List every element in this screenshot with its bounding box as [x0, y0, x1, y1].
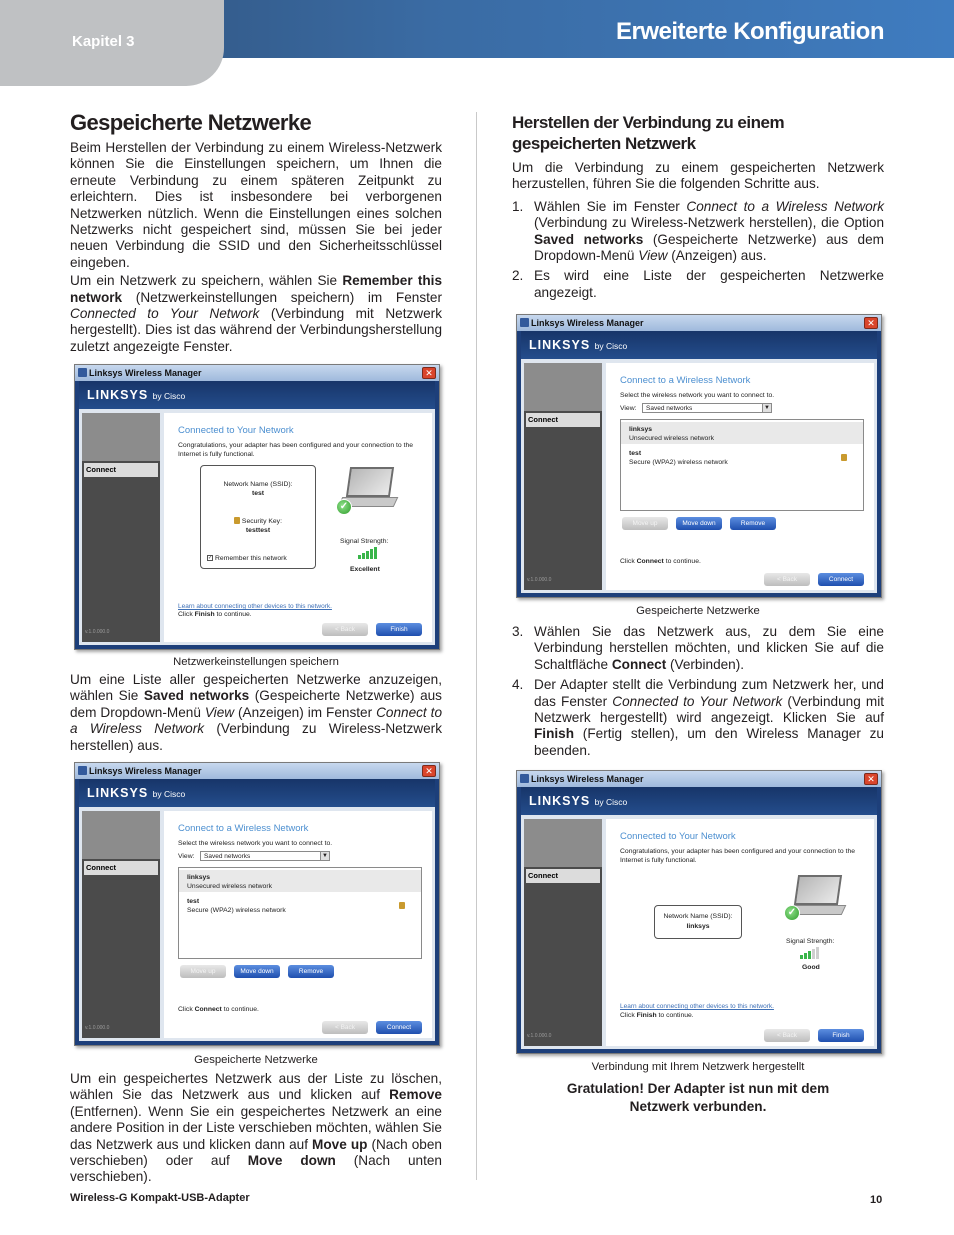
remove-button[interactable]: Remove	[730, 517, 776, 530]
close-icon[interactable]: ✕	[422, 765, 436, 777]
view-dropdown[interactable]: Saved networks ▼	[642, 403, 772, 413]
back-button[interactable]: < Back	[322, 1021, 368, 1034]
connect-button[interactable]: Connect	[376, 1021, 422, 1034]
network-list	[620, 419, 864, 511]
step-4: 4. Der Adapter stellt die Verbindung zum Netzwerk her, und das Fenster Connected to Your Network (Verbindung mit Netzwerk hergestellt) wird angezeigt. Klicken Sie auf Finish (Fertig stellen), um den Wireless Manager zu beenden.	[512, 677, 884, 758]
close-icon[interactable]: ✕	[864, 317, 878, 329]
app-icon	[520, 318, 529, 327]
lock-icon	[399, 902, 405, 909]
step-2: 2. Es wird eine Liste der gespeicherten Netzwerke angezeigt.	[512, 268, 884, 300]
paragraph-intro: Beim Herstellen der Verbindung zu einem Wireless-Netzwerk können Sie die Einstellungen speichern, um Ihnen die erneute Verbindung zu einem späteren Zeitpunkt zu erleichtern. Dies ist insbesondere bei verborgenen Netzwerken nützlich. Wenn die Einstellungen eines solchen Netzwerks nicht gespeichert sind, müssen Sie bei jeder neuen Verbindung die SSID und den Sicherheitsschlüssel eingeben.	[70, 140, 442, 270]
app-icon	[520, 774, 529, 783]
sidebar-item-connect[interactable]: Connect	[84, 463, 158, 477]
right-column-2	[512, 624, 884, 759]
caption-remember: Netzwerkeinstellungen speichern	[173, 656, 339, 668]
list-item[interactable]: linksys Unsecured wireless network	[179, 870, 421, 892]
section-heading: Gespeicherte Netzwerke	[70, 110, 312, 135]
step-1: 1. Wählen Sie im Fenster Connect to a Wireless Network (Verbindung zu Wireless-Netzwerk herstellen), die Option Saved networks (Gespeicherte Netzwerke) aus dem Dropdown-Menü View (Anzeigen) aus.	[512, 198, 885, 264]
left-column	[70, 110, 442, 355]
paragraph-remember: Um ein Netzwerk zu speichern, wählen Sie Remember this network (Netzwerkeinstellungen speichern) im Fenster Connected to Your Network (Verbindung mit Netzwerk hergestellt). Dies ist das während der Verbindungsherstellung zuletzt angezeigte Fenster.	[70, 273, 443, 354]
network-info-box: Network Name (SSID): test Security Key: testtest ✓ Remember this network	[200, 465, 316, 569]
signal-bars-icon	[358, 547, 378, 559]
sidebar-item-connect[interactable]: Connect	[526, 413, 600, 427]
remove-button[interactable]: Remove	[288, 965, 334, 978]
screenshot-connected-final: Linksys Wireless Manager ✕ LINKSYS by Cisco Connect v.1.0.000.0 Connected to Your Network Congratulations, your adapter has been configured and your connection to the Internet is fully functional. Network Name (SSID): linksys ✓ Signal Strength: Good Learn about connecting other devices to this network. Click Finish to continue. < Back Finish	[516, 770, 882, 1054]
move-down-button[interactable]: Move down	[234, 965, 280, 978]
check-icon: ✓	[336, 499, 352, 515]
finish-button[interactable]: Finish	[376, 623, 422, 636]
connect-button[interactable]: Connect	[818, 573, 864, 586]
network-list	[178, 867, 422, 959]
sidebar-item-connect[interactable]: Connect	[84, 861, 158, 875]
caption-saved-left: Gespeicherte Netzwerke	[194, 1054, 318, 1066]
panel-title: Connect to a Wireless Network	[620, 375, 751, 386]
linksys-logo: LINKSYS by Cisco	[87, 388, 186, 402]
app-icon	[78, 766, 87, 775]
chapter-label: Kapitel 3	[72, 33, 135, 50]
left-column-3	[70, 1071, 442, 1186]
linksys-logo: LINKSYS by Cisco	[529, 794, 628, 808]
lock-icon	[234, 517, 240, 524]
signal-bars-icon	[800, 947, 820, 959]
check-icon: ✓	[784, 905, 800, 921]
caption-connected: Verbindung mit Ihrem Netzwerk hergestellt	[591, 1061, 805, 1073]
panel-title: Connected to Your Network	[178, 425, 294, 436]
finish-button[interactable]: Finish	[818, 1029, 864, 1042]
paragraph-saved: Um eine Liste aller gespeicherten Netzwerke anzuzeigen, wählen Sie Saved networks (Gespeicherte Netzwerke) aus dem Dropdown-Menü View (Anzeigen) im Fenster Connect to a Wireless Network (Verbindung zu Wireless-Netzwerk herstellen) aus.	[70, 672, 443, 753]
caption-saved-right: Gespeicherte Netzwerke	[636, 605, 760, 617]
footer-product: Wireless-G Kompakt-USB-Adapter	[70, 1192, 250, 1204]
chevron-down-icon: ▼	[762, 404, 771, 412]
move-up-button[interactable]: Move up	[622, 517, 668, 530]
list-item[interactable]: linksys Unsecured wireless network	[621, 422, 863, 444]
learn-link[interactable]: Learn about connecting other devices to this network.	[620, 1003, 774, 1010]
right-column	[512, 112, 884, 301]
linksys-logo: LINKSYS by Cisco	[87, 786, 186, 800]
chevron-down-icon: ▼	[320, 852, 329, 860]
move-up-button[interactable]: Move up	[180, 965, 226, 978]
congrats-note: Gratulation! Der Adapter ist nun mit dem Netzwerk verbunden.	[566, 1081, 830, 1114]
window-title: Linksys Wireless Manager	[89, 368, 202, 378]
steps-list	[512, 199, 884, 301]
page-number: 10	[870, 1194, 883, 1206]
column-divider	[476, 112, 477, 1180]
left-column-2	[70, 672, 442, 754]
paragraph-remove: Um ein gespeichertes Netzwerk aus der Liste zu löschen, wählen Sie das Netzwerk aus und klicken auf Remove (Entfernen). Wenn Sie ein gespeichertes Netzwerk an eine andere Position in der Liste verschieben möchten, wählen Sie das Netzwerk aus und klicken dann auf Move up (Nach oben verschieben) oder auf Move down (Nach unten verschieben).	[70, 1071, 442, 1185]
linksys-logo: LINKSYS by Cisco	[529, 338, 628, 352]
app-icon	[78, 368, 87, 377]
paragraph-steps-intro: Um die Verbindung zu einem gespeicherten Netzwerk herzustellen, führen Sie die folgenden Schritte aus.	[512, 160, 884, 192]
back-button[interactable]: < Back	[764, 573, 810, 586]
move-down-button[interactable]: Move down	[676, 517, 722, 530]
sidebar-item-connect[interactable]: Connect	[526, 869, 600, 883]
view-dropdown[interactable]: Saved networks ▼	[200, 851, 330, 861]
step-3: 3. Wählen Sie das Netzwerk aus, zu dem Sie eine Verbindung herstellen möchten, und klicken Sie auf die Schaltfläche Connect (Verbinden).	[512, 624, 884, 672]
screenshot-saved-networks-left: Linksys Wireless Manager ✕ LINKSYS by Cisco Connect v.1.0.000.0 Connect to a Wireless Network Select the wireless network you want to connect to. View: Saved networks ▼ linksys Unsecured wireless network test Secure (WPA2) wireless network Move up Move down Remove Click Connect to continue. < Back Connect	[74, 762, 440, 1046]
screenshot-remember-network: Linksys Wireless Manager ✕ LINKSYS by Cisco Connect v.1.0.000.0 Connected to Your Network Congratulations, your adapter has been configured and your connection to the Internet is fully functional. Network Name (SSID): test Security Key: testtest ✓ Remember this network ✓ Signal Strength: Excellent Learn about connecting other devices to this network. Click Finish to continue. < Back Finish	[74, 364, 440, 650]
list-item[interactable]: test Secure (WPA2) wireless network	[621, 446, 863, 468]
panel-title: Connected to Your Network	[620, 831, 736, 842]
subsection-heading: Herstellen der Verbindung zu einem gespeicherten Netzwerk	[512, 113, 785, 153]
close-icon[interactable]: ✕	[864, 773, 878, 785]
list-item[interactable]: test Secure (WPA2) wireless network	[179, 894, 421, 916]
screenshot-saved-networks-right: Linksys Wireless Manager ✕ LINKSYS by Cisco Connect v.1.0.000.0 Connect to a Wireless Network Select the wireless network you want to connect to. View: Saved networks ▼ linksys Unsecured wireless network test Secure (WPA2) wireless network Move up Move down Remove Click Connect to continue. < Back Connect	[516, 314, 882, 598]
learn-link[interactable]: Learn about connecting other devices to this network.	[178, 603, 332, 610]
lock-icon	[841, 454, 847, 461]
remember-checkbox[interactable]: ✓ Remember this network	[208, 555, 287, 562]
back-button[interactable]: < Back	[322, 623, 368, 636]
back-button[interactable]: < Back	[764, 1029, 810, 1042]
close-icon[interactable]: ✕	[422, 367, 436, 379]
network-info-box: Network Name (SSID): linksys	[654, 905, 742, 939]
panel-title: Connect to a Wireless Network	[178, 823, 309, 834]
page-title: Erweiterte Konfiguration	[615, 18, 884, 45]
steps-list-2	[512, 624, 884, 759]
